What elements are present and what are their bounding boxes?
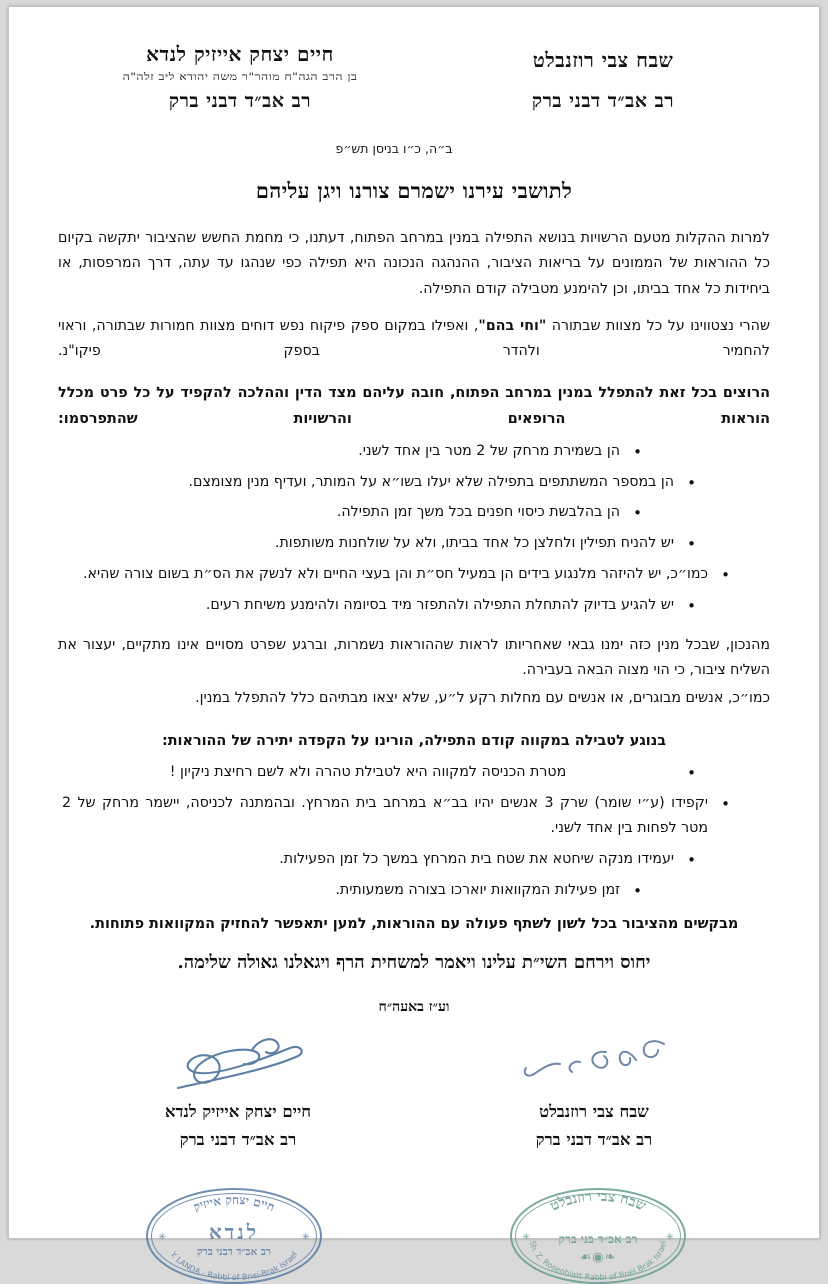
stamp-center-role: רב אב״ד בני ברק — [558, 1232, 638, 1247]
heading-open-air-minyan: הרוצים בכל זאת להתפלל במנין במרחב הפתוח, חובה עליהם מצד הדין וההלכה להקפיד על כל פרט מכלל הוראות הרופאים והרשויות שהתפרסמו: — [58, 385, 770, 428]
paragraph-opening: למרות ההקלות מטעם הרשויות בנושא התפילה במנין במרחב הפתוח, דעתנו, כי מחמת החשש שהציבור יתקשה בקיום כל ההוראות של הממונים על בריאות הציבור, ההנהגה הנכונה היא תפילה כפי שנהגו עד עתה, דרך המרפסות, או ביחידות כל אחד בביתו, וכן להימנע מטבילה קודם התפילה. — [58, 230, 770, 297]
closing-request: מבקשים מהציבור בכל לשון לשתף פעולה עם ההוראות, למען יתאפשר להחזיק המקוואות פתוחות. — [89, 916, 739, 933]
bullet-list-mikveh-2 — [58, 791, 770, 841]
paragraph-vechai-bahem — [58, 314, 770, 365]
svg-text:חיים יצחק אייזיק: חיים יצחק אייזיק — [191, 1193, 277, 1215]
letterhead-left-rosenblatt — [438, 50, 768, 111]
handwritten-signature-icon — [148, 1030, 328, 1100]
list-item: • יקפידו (ע״י שומר) שרק 3 אנשים יהיו בב״א במרחב בית המרחץ. ובהמתנה לכניסה, יישמר מרחק של 2 מטר לפחות בין אחד לשני. — [58, 791, 770, 841]
stamp-col-rosenblatt — [448, 1188, 748, 1284]
stamp-row — [14, 1188, 814, 1284]
paragraph-vechai-bahem-post: , ואפילו במקום ספק פיקוח נפש דוחים מצוות חמורות שבתורה, וראוי להחמיר ולהדר בספק פיקו"נ. — [58, 317, 770, 360]
signature-row — [14, 1024, 814, 1150]
list-item: • הן בשמירת מרחק של 2 מטר בין אחד לשני. — [58, 439, 770, 464]
spacer — [58, 624, 770, 633]
stamp-center-role: רב אב״ד דבני ברק — [196, 1246, 272, 1259]
spacer — [58, 367, 770, 381]
signature-block-landa — [88, 1028, 388, 1150]
stamp-center-name: לנדא — [208, 1220, 260, 1245]
signoff-abbreviation: וע״ז באעה״ח — [378, 999, 450, 1016]
list-item: • הן במספר המשתתפים בתפילה שלא יעלו בשו״א על המותר, ועדיף מנין מצומצם. — [58, 470, 770, 495]
svg-text:שבח צבי רוזנבלט: שבח צבי רוזנבלט — [547, 1189, 649, 1216]
letterhead-right-name: חיים יצחק אייזיק לנדא — [146, 42, 334, 66]
signature-role-landa: רב אב״ד דבני ברק — [179, 1130, 297, 1150]
paragraph-gabbai: מהנכון, שבכל מנין כזה ימנו גבאי שאחריותו לראות שההוראות נשמרות, וברגע שפרט מסויים אינו מתקיים, יעצור את השליח ציבור, כי הוי מצוה הבאה בעבירה. — [58, 636, 770, 679]
date-line: ב״ה, כ״ו בניסן תש״פ — [335, 141, 453, 156]
paragraph-elderly: כמו״כ, אנשים מבוגרים, או אנשים עם מחלות רקע ל״ע, שלא יצאו מבתיהם כלל להתפלל במנין. — [195, 690, 770, 707]
bullet-list-minyan-rules-6 — [58, 593, 770, 618]
document-sheet — [14, 10, 814, 1283]
official-stamp-rosenblatt — [510, 1188, 686, 1284]
stamp-star-icon: ✳ — [522, 1232, 531, 1244]
paragraph-vechai-bahem-pre: שהרי נצטווינו על כל מצוות שבתורה — [546, 317, 771, 334]
list-item: • יש להגיע בדיוק להתחלת התפילה ולהתפזר מיד בסיומה ולהימנע משיחת רעים. — [58, 593, 770, 618]
document-body — [14, 226, 814, 1016]
svg-text:Sh. Z. Rosenblatt Rabbi of Bne: Sh. Z. Rosenblatt Rabbi of Bnei Brak Israel — [527, 1240, 668, 1283]
svg-text:Y. LANDA - Rabbi of Bnei-Brak: Y. LANDA - Rabbi of Bnei-Brak Israel — [168, 1250, 300, 1283]
bullet-list-minyan-rules-2 — [58, 470, 770, 495]
letterhead — [14, 10, 814, 111]
list-item: • כמו״כ, יש להיזהר מלנגוע בידים הן במעיל חס״ת והן בעצי החיים ולא לנשק את הס״ת בשום צורה שהיא. — [58, 562, 770, 587]
bullet-list-minyan-rules-3 — [58, 500, 770, 525]
stamp-star-icon: ✳ — [665, 1232, 674, 1244]
list-item: • יעמידו מנקה שיחטא את שטח בית המרחץ במשך כל זמן הפעילות. — [58, 847, 770, 872]
spacer — [58, 305, 770, 314]
signature-block-rosenblatt — [444, 1028, 744, 1150]
signature-name-rosenblatt: שבח צבי רוזנבלט — [539, 1102, 649, 1122]
handwritten-signature-icon — [494, 1030, 694, 1100]
page-title: לתושבי עירנו ישמרם צורנו ויגן עליהם — [255, 178, 573, 203]
stamp-star-icon: ✳ — [158, 1232, 167, 1244]
bullet-list-minyan-rules-5 — [58, 562, 770, 587]
blessing-line: יחוס וירחם השי״ת עלינו ויאמר למשחית הרף ויגאלנו גאולה שלימה. — [177, 952, 651, 974]
official-stamp-landa — [146, 1188, 322, 1284]
list-item: • מטרת הכניסה למקווה היא לטבילת טהרה ולא לשם רחיצת ניקיון ! — [58, 760, 770, 785]
bullet-list-mikveh-4 — [58, 878, 770, 903]
bullet-list-mikveh-3 — [58, 847, 770, 872]
signature-ink-rosenblatt — [444, 1028, 744, 1100]
signature-name-landa: חיים יצחק אייזיק לנדא — [164, 1102, 312, 1122]
letterhead-right-lineage: בן הרב הגה"ח מוהר"ר משה יהודא ליב זלה"ה — [122, 70, 358, 83]
letterhead-right-landa — [60, 44, 420, 111]
signature-role-rosenblatt: רב אב״ד דבני ברק — [535, 1130, 653, 1150]
stamp-col-landa — [84, 1188, 384, 1284]
quote-vechai-bahem: "וחי בהם" — [478, 317, 547, 334]
letterhead-right-role: רב אב״ד דבני ברק — [168, 89, 312, 112]
list-item: • הן בהלבשת כיסוי חפנים בכל משך זמן התפילה. — [58, 500, 770, 525]
spacer — [58, 715, 770, 729]
list-item: • זמן פעילות המקוואות יוארכו בצורה משמעותית. — [58, 878, 770, 903]
list-item: • יש להניח תפילין ולחלצן כל אחד בביתו, ולא על שולחנות משותפות. — [58, 531, 770, 556]
letterhead-left-role: רב אב״ד דבני ברק — [531, 90, 675, 112]
letterhead-left-name: שבח צבי רוזנבלט — [532, 48, 674, 72]
stamp-flourish-icon: ❧◉☙ — [579, 1250, 617, 1266]
stamp-star-icon: ✳ — [301, 1232, 310, 1244]
heading-mikveh: בנוגע לטבילה במקווה קודם התפילה, הורינו על הקפדה יתירה של ההוראות: — [161, 732, 667, 749]
signature-ink-landa — [88, 1028, 388, 1100]
bullet-list-minyan-rules-4 — [58, 531, 770, 556]
bullet-list-minyan-rules — [58, 439, 770, 464]
bullet-list-mikveh-1 — [58, 760, 770, 785]
